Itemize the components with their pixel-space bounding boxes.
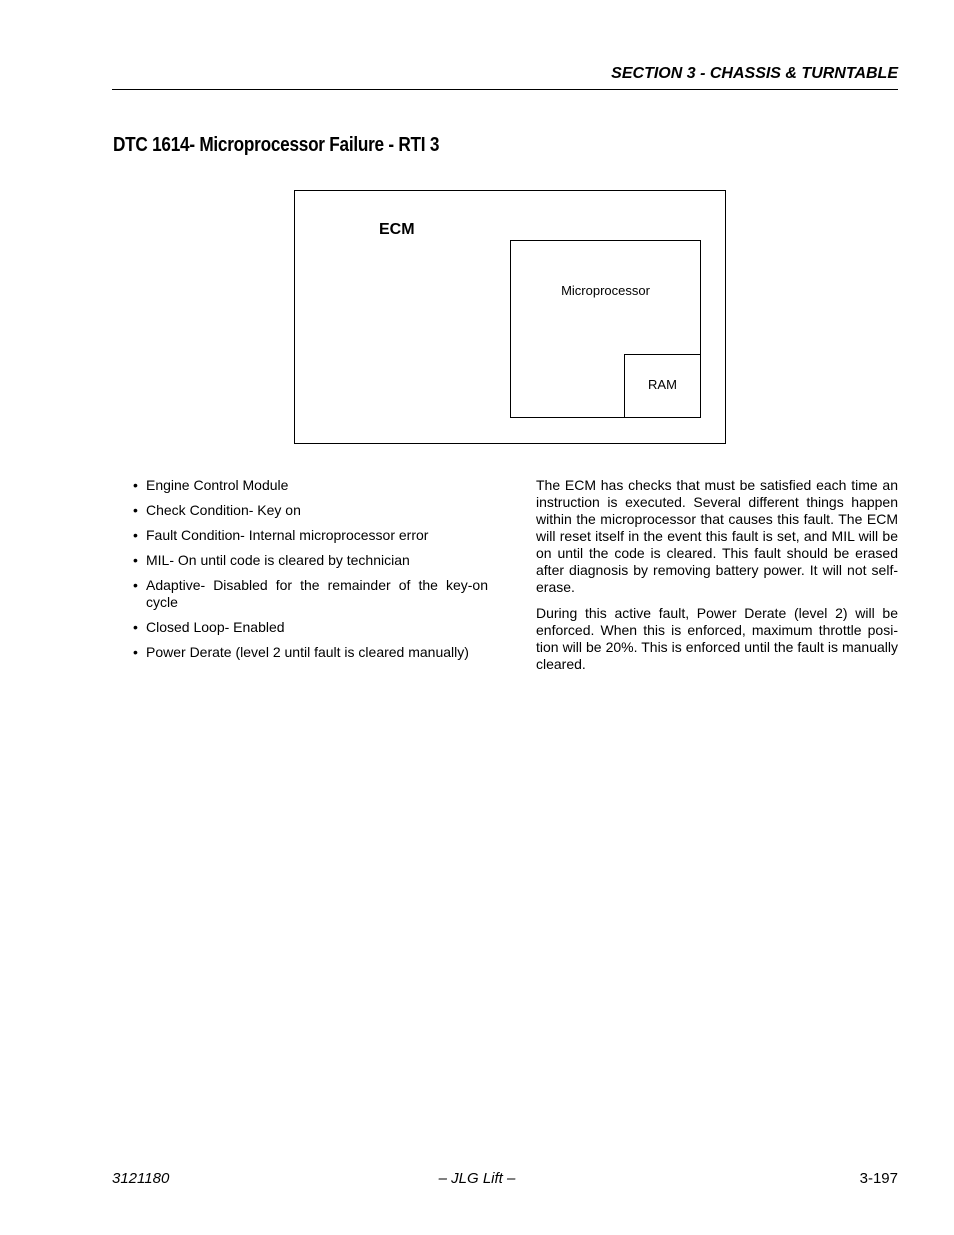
paragraph: During this active fault, Power Derate (level 2) will be enforced. When this is enforced, maximum throttle posi-tion will be 20%. This is enforced until the fault is manually cleared. xyxy=(536,605,898,672)
list-item: • Engine Control Module xyxy=(132,477,488,494)
description-column xyxy=(536,477,898,682)
bullet-list-column xyxy=(132,477,488,669)
bullet-list xyxy=(132,477,488,661)
ecm-label: ECM xyxy=(379,221,415,238)
list-item: • Closed Loop- Enabled xyxy=(132,619,488,636)
list-item: • Fault Condition- Internal microprocessor error xyxy=(132,527,488,544)
list-item: • Adaptive- Disabled for the remainder of the key-on cycle xyxy=(132,577,488,611)
footer-brand: – JLG Lift – xyxy=(438,1170,516,1187)
page-number: 3-197 xyxy=(859,1170,898,1187)
page-title: DTC 1614- Microprocessor Failure - RTI 3 xyxy=(113,134,440,156)
page-header xyxy=(112,64,898,90)
microprocessor-label: Microprocessor xyxy=(561,283,650,298)
doc-number: 3121180 xyxy=(112,1170,170,1187)
list-item: • MIL- On until code is cleared by technician xyxy=(132,552,488,569)
list-item: • Check Condition- Key on xyxy=(132,502,488,519)
paragraph: The ECM has checks that must be satisfied each time an instruction is executed. Several different things happen within the microprocessor that causes this fault. The ECM will reset itself in the event this fault is set, and MIL will be on until the code is cleared. This fault should be erased after diagnosis by removing battery power. It will not self-erase. xyxy=(536,477,898,595)
list-item: • Power Derate (level 2 until fault is cleared manually) xyxy=(132,644,488,661)
ram-label: RAM xyxy=(648,377,677,392)
section-title: SECTION 3 - CHASSIS & TURNTABLE xyxy=(611,65,898,82)
